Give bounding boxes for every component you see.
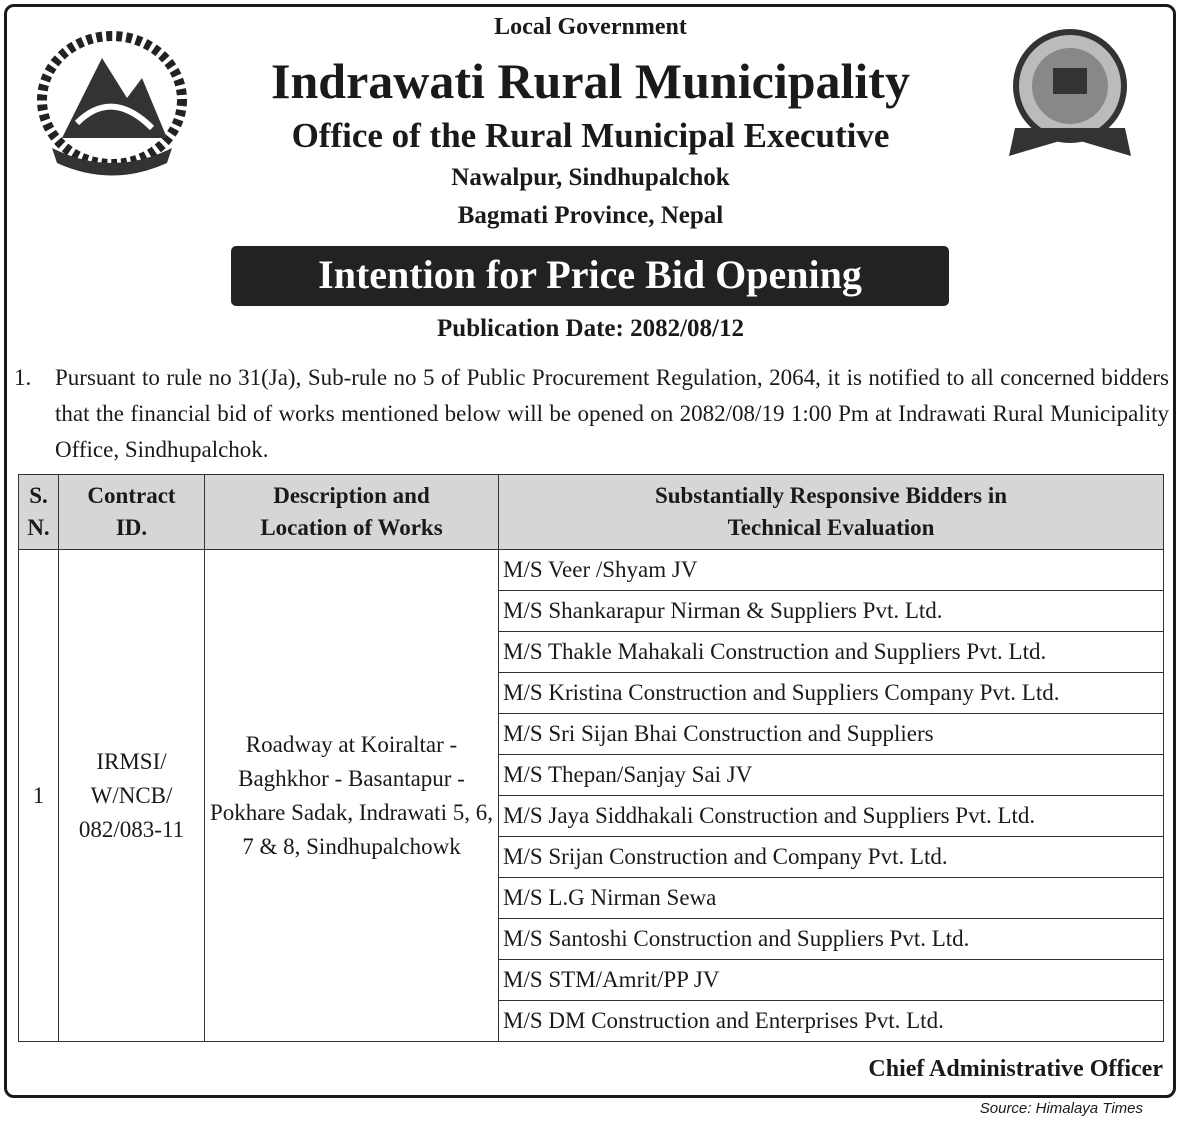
notice-paragraph [14, 360, 1169, 468]
contract-id-cell: IRMSI/ W/NCB/ 082/083-11 [59, 550, 205, 1042]
bidder-name: M/S Veer /Shyam JV [499, 550, 1164, 591]
table-row [19, 550, 1164, 591]
municipality-name: Indrawati Rural Municipality [271, 53, 910, 109]
bidder-name: M/S Sri Sijan Bhai Construction and Suppliers [499, 714, 1164, 755]
bidder-name: M/S Thakle Mahakali Construction and Suppliers Pvt. Ltd. [499, 632, 1164, 673]
sn-cell: 1 [19, 550, 59, 1042]
header-bidders: Substantially Responsive Bidders in Technical Evaluation [499, 475, 1164, 550]
header-contract-id: Contract ID. [59, 475, 205, 550]
header-description: Description and Location of Works [205, 475, 499, 550]
notice-title: Intention for Price Bid Opening [231, 246, 949, 306]
office-name: Office of the Rural Municipal Executive [291, 116, 890, 155]
bidder-name: M/S Kristina Construction and Suppliers Company Pvt. Ltd. [499, 673, 1164, 714]
bidder-name: M/S L.G Nirman Sewa [499, 878, 1164, 919]
bidder-name: M/S Jaya Siddhakali Construction and Suppliers Pvt. Ltd. [499, 796, 1164, 837]
paragraph-number: 1. [14, 365, 32, 390]
bidders-table [18, 474, 1164, 1042]
publication-date: Publication Date: 2082/08/12 [437, 315, 744, 342]
source-credit: Source: Himalaya Times [979, 1100, 1143, 1117]
bidder-name: M/S Srijan Construction and Company Pvt. Ltd. [499, 837, 1164, 878]
local-government-label: Local Government [494, 14, 687, 40]
table-header-row [19, 475, 1164, 550]
bidder-name: M/S DM Construction and Enterprises Pvt. Ltd. [499, 1001, 1164, 1042]
header-sn: S. N. [19, 475, 59, 550]
bidder-name: M/S Santoshi Construction and Suppliers Pvt. Ltd. [499, 919, 1164, 960]
bidder-name: M/S Shankarapur Nirman & Suppliers Pvt. Ltd. [499, 591, 1164, 632]
paragraph-text: Pursuant to rule no 31(Ja), Sub-rule no 5 of Public Procurement Regulation, 2064, it is notified to all concerned bidders that the financial bid of works mentioned below will be opened on 2082/08/19 1:00 Pm at Indrawati Rural Municipality Office, Sindhupalchok. [55, 365, 1169, 462]
address-line-1: Nawalpur, Sindhupalchok [451, 164, 730, 191]
description-cell: Roadway at Koiraltar - Baghkhor - Basantapur - Pokhare Sadak, Indrawati 5, 6, 7 & 8, Sindhupalchowk [205, 550, 499, 1042]
bidder-name: M/S STM/Amrit/PP JV [499, 960, 1164, 1001]
bidder-name: M/S Thepan/Sanjay Sai JV [499, 755, 1164, 796]
signature-title: Chief Administrative Officer [868, 1056, 1163, 1082]
address-line-2: Bagmati Province, Nepal [457, 202, 724, 229]
